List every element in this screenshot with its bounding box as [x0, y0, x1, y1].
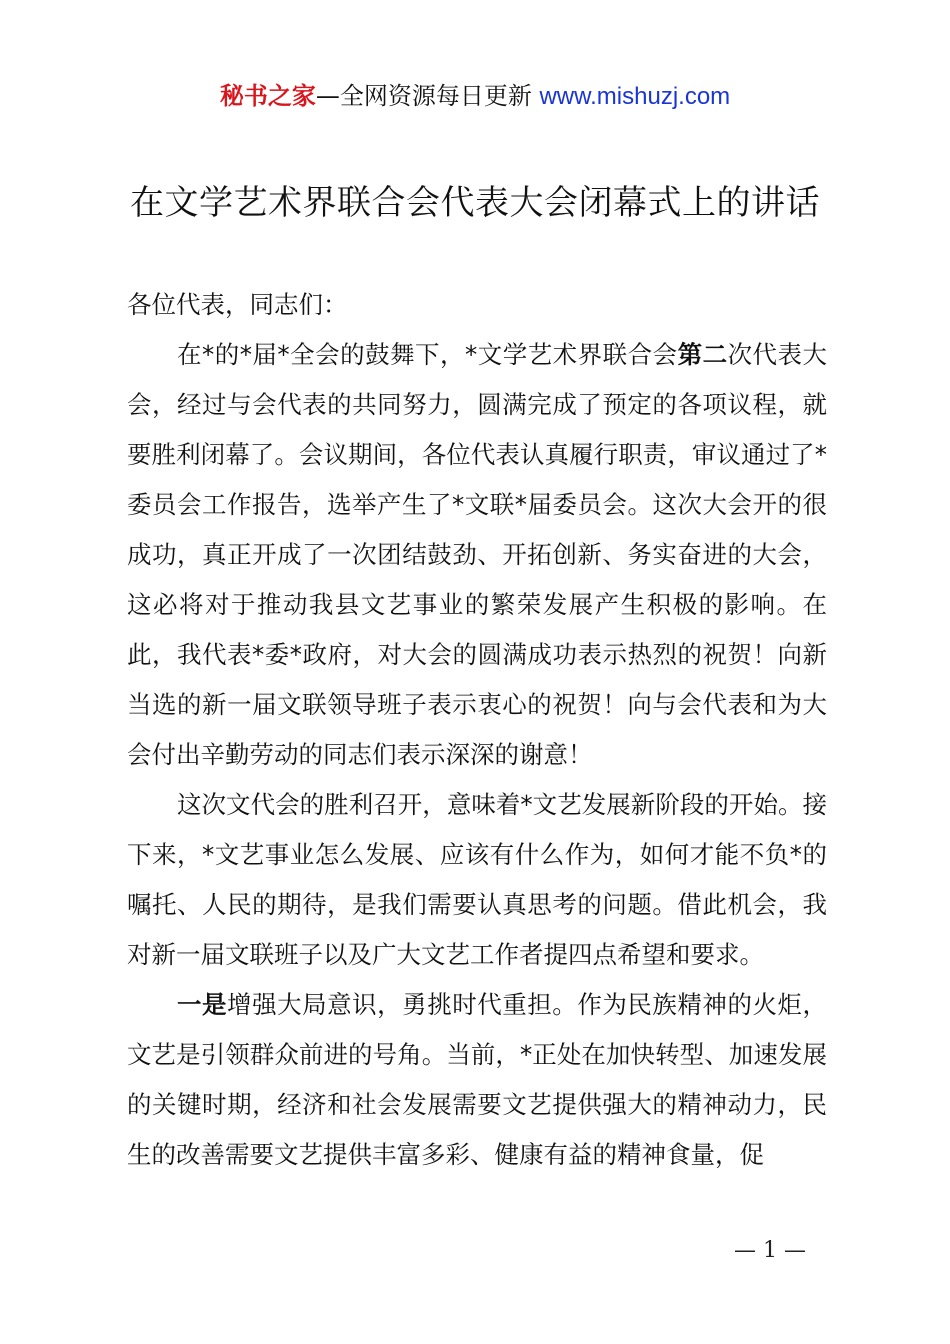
paragraph-3-text: 增强大局意识，勇挑时代重担。作为民族精神的火炬，文艺是引领群众前进的号角。当前，*正处在加快转型、加速发展的关键时期，经济和社会发展需要文艺提供强大的精神动力，民生的改善需要文艺提供丰富多彩、健康有益的精神食量，促	[127, 990, 828, 1169]
header-tagline: —全网资源每日更新	[315, 82, 532, 110]
paragraph-2: 这次文代会的胜利召开，意味着*文艺发展新阶段的开始。接下来，*文艺事业怎么发展、应该有什么作为，如何才能不负*的嘱托、人民的期待，是我们需要认真思考的问题。借此机会，我对新一届文联班子以及广大文艺工作者提四点希望和要求。	[127, 790, 827, 969]
document-title: 在文学艺术界联合会代表大会闭幕式上的讲话	[130, 183, 820, 223]
paragraph-1-text-a: 在*的*届*全会的鼓舞下，*文学艺术界联合会	[177, 340, 678, 369]
paragraph-1	[127, 330, 827, 780]
paragraph-3-bold: 一是	[177, 990, 228, 1019]
brand-name: 秘书之家	[219, 82, 316, 110]
site-url-link[interactable]: www.mishuzj.com	[539, 83, 731, 110]
document-body	[127, 280, 827, 1180]
paragraph-1-text-b: 次代表大会，经过与会代表的共同努力，圆满完成了预定的各项议程，就要胜利闭幕了。会议期间，各位代表认真履行职责，审议通过了*委员会工作报告，选举产生了*文联*届委员会。这次大会开的很成功，真正开成了一次团结鼓劲、开拓创新、务实奋进的大会，这必将对于推动我县文艺事业的繁荣发展产生积极的影响。在此，我代表*委*政府，对大会的圆满成功表示热烈的祝贺！向新当选的新一届文联领导班子表示衷心的祝贺！向与会代表和为大会付出辛勤劳动的同志们表示深深的谢意！	[127, 340, 828, 769]
site-header	[0, 78, 950, 115]
paragraph-1-bold: 第二	[677, 340, 728, 369]
salutation: 各位代表，同志们：	[127, 290, 348, 319]
page-number: — 1 —	[734, 1238, 806, 1263]
paragraph-3	[127, 980, 827, 1180]
